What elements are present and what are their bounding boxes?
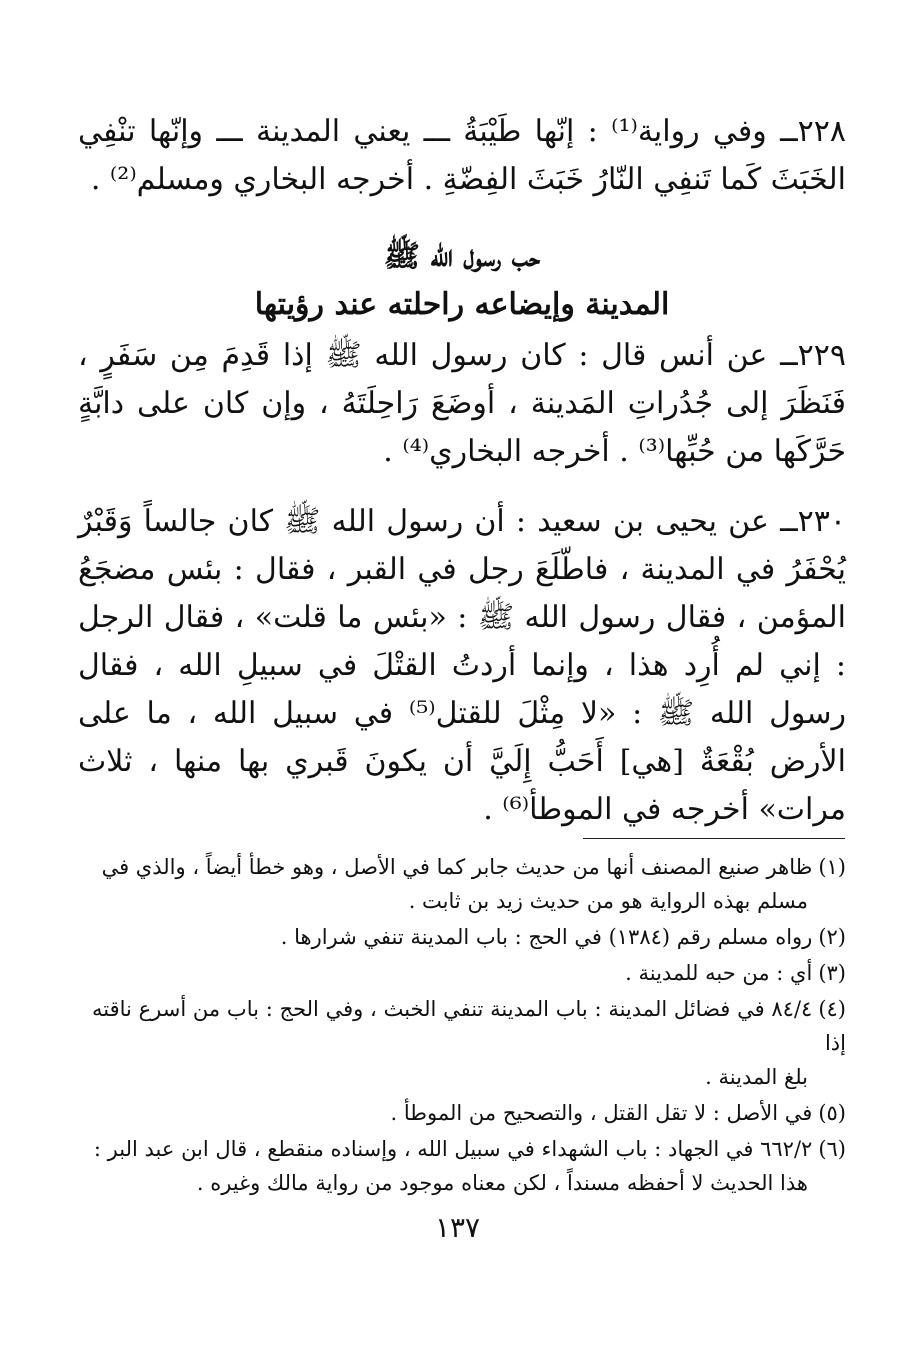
footnote-2	[92, 920, 846, 954]
footnote-number: (٣)	[818, 961, 846, 985]
section-heading: حب رسول الله ﷺ	[383, 239, 541, 274]
footnote-6	[92, 1132, 846, 1200]
hadith-229: ٢٢٩ــ عن أنس قال : كان رسول الله ﷺ إذا قَدِمَ مِن سَفَرٍ ، فَنَظَرَ إلى جُدُراتِ المَدينة ، أوضَعَ رَاحِلَتَهُ ، وإن كان على دابَّةٍ حَرَّكَها من حُبِّها⁽³⁾ . أخرجه البخاري⁽⁴⁾ .	[78, 338, 846, 469]
footnote-text: ٦٦٢/٢ في الجهاد : باب الشهداء في سبيل الله ، وإسناده منقطع ، قال ابن عبد البر :	[93, 1137, 813, 1161]
hadith-228: ٢٢٨ــ وفي رواية⁽¹⁾ : إنّها طَيْبَةُ ـــ يعني المدينة ـــ وإنّها تنْفِي الخَبَثَ كَما تَنفِي النّارُ خَبَثَ الفِضّةِ . أخرجه البخاري ومسلم⁽²⁾ .	[78, 114, 846, 197]
footnotes	[92, 850, 846, 1202]
footnote-text: في الأصل : لا تقل القتل ، والتصحيح من الموطأ .	[390, 1101, 813, 1125]
footnote-text: ظاهر صنيع المصنف أنها من حديث جابر كما في الأصل ، وهو خطأ أيضاً ، والذي في	[101, 855, 813, 879]
footnote-1	[92, 850, 846, 918]
footnote-3	[92, 956, 846, 990]
footnote-5	[92, 1096, 846, 1130]
main-text	[78, 108, 846, 834]
footnote-text: رواه مسلم رقم (١٣٨٤) في الحج : باب المدينة تنفي شرارها .	[280, 925, 813, 949]
footnote-number: (٦)	[818, 1137, 846, 1161]
footnote-number: (٥)	[818, 1101, 846, 1125]
footnote-number: (٤)	[818, 997, 846, 1021]
footnote-text-continued: بلغ المدينة .	[705, 1065, 808, 1089]
section-subheading: المدينة وإيضاعه راحلته عند رؤيتها	[254, 287, 670, 322]
footnote-number: (١)	[818, 855, 846, 879]
footnote-text-continued: هذا الحديث لا أحفظه مسنداً ، لكن معناه موجود من رواية مالك وغيره .	[196, 1171, 808, 1195]
footnote-text-continued: مسلم بهذه الرواية هو من حديث زيد بن ثابت .	[408, 889, 808, 913]
page-number: ١٣٧	[434, 1211, 481, 1244]
footnote-text: ٨٤/٤ في فضائل المدينة : باب المدينة تنفي الخبث ، وفي الحج : باب من أسرع ناقته إذا	[92, 997, 846, 1055]
hadith-230: ٢٣٠ــ عن يحيى بن سعيد : أن رسول الله ﷺ كان جالساً وَقَبْرٌ يُحْفَرُ في المدينة ، فاطّلَعَ رجل في القبر ، فقال : بئس مضجَعُ المؤمن ، فقال رسول الله ﷺ : «بئس ما قلت» ، فقال الرجل : إني لم أُرِد هذا ، وإنما أردتُ القتْلَ في سبيلِ الله ، فقال رسول الله ﷺ : «لا مِثْلَ للقتل⁽⁵⁾ في سبيل الله ، ما على الأرض بُقْعَةٌ [هي] أَحَبُّ إِلَيَّ أن يكونَ قَبري بها منها ، ثلاث مرات» أخرجه في الموطأ⁽⁶⁾ .	[78, 504, 846, 827]
footnote-divider	[583, 838, 845, 839]
footnote-4	[92, 992, 846, 1094]
footnote-number: (٢)	[818, 925, 846, 949]
footnote-text: أي : من حبه للمدينة .	[625, 961, 813, 985]
